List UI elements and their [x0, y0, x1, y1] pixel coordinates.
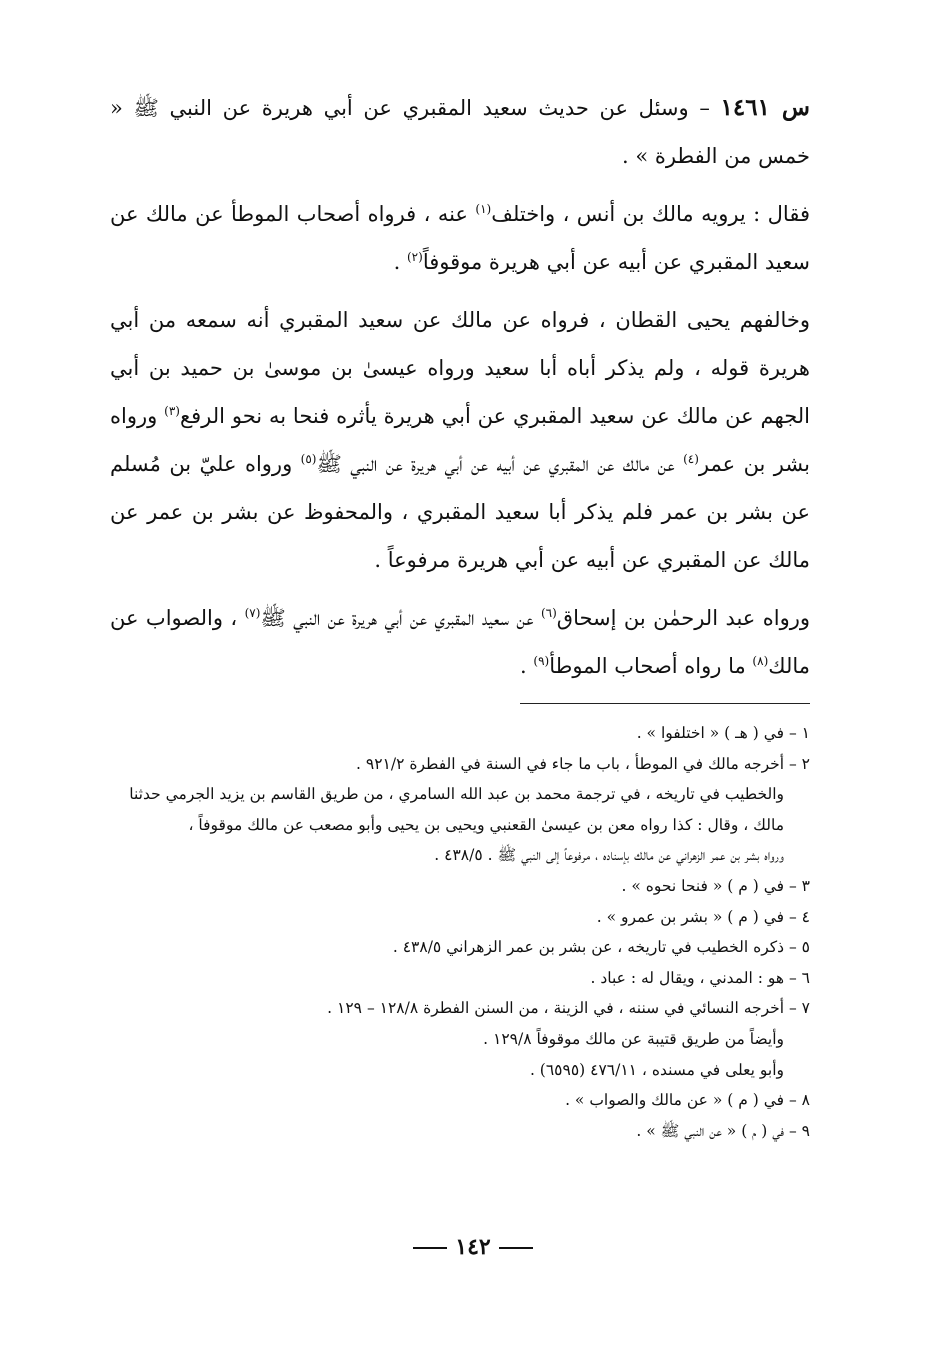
text-run: فقال : يرويه مالك بن أنس ، واختلف — [491, 202, 810, 226]
footnote-2-continuation: ورواه بشر بن عمر الزهراني عن مالك بإسناده ، مرفوعاً إلى النبي ﷺ . ٤٣٨/٥ . — [434, 846, 784, 865]
footnote-marker-4[interactable]: (٤) — [683, 452, 699, 466]
footnote-marker-7[interactable]: (٧) — [244, 606, 261, 620]
footnotes — [110, 718, 810, 1146]
text-run: . — [520, 654, 534, 678]
footnote-marker-6[interactable]: (٦) — [540, 606, 557, 620]
footnote-marker-9[interactable]: (٩) — [533, 654, 550, 668]
footnote-7-continuation: وأيضاً من طريق قتيبة عن مالك موقوفاً ١٢٩/٨ . — [483, 1029, 784, 1048]
question-text: – وسئل عن حديث سعيد المقبري عن أبي هريرة عن النبي ﷺ « خمس من الفطرة » . — [110, 96, 810, 168]
answer-paragraph-1 — [110, 190, 810, 286]
text-run: عن سعيد المقبري عن أبي هريرة عن النبي ﷺ — [260, 606, 541, 630]
footnote-1: ١ – في ( هـ ) « اختلفوا » . — [636, 724, 810, 742]
text-run: ورواه بشر بن عمر — [110, 404, 810, 476]
text-run: ما رواه أصحاب الموطأ — [549, 654, 753, 678]
text-run: ورواه عليّ بن مُسلم عن بشر بن عمر فلم يذكر أبا سعيد المقبري ، والمحفوظ عن بشر بن عمر عن مالك عن المقبري عن أبيه عن أبي هريرة مرفوعاً . — [110, 452, 810, 572]
footnote-4: ٤ – في ( م ) « بشر بن عمرو » . — [596, 907, 810, 926]
footnote-3: ٣ – في ( م ) « فنحا نحوه » . — [621, 876, 810, 895]
text-run: وخالفهم يحيى القطان ، فرواه عن مالك عن سعيد المقبري أنه سمعه من أبي هريرة قوله ، ولم يذكر أباه أبا سعيد ورواه عيسىٰ بن موسىٰ بن حميد بن أبي الجهم عن مالك عن سعيد المقبري عن أبي هريرة يأثره فنحا به نحو الرفع — [110, 308, 810, 428]
folio-dash — [413, 1247, 447, 1249]
question-paragraph — [110, 84, 810, 180]
footnote-marker-5[interactable]: (٥) — [300, 452, 317, 466]
text-run: عنه ، فرواه أصحاب الموطأ عن مالك عن سعيد المقبري عن أبيه عن أبي هريرة موقوفاً — [110, 202, 810, 274]
folio-dash — [499, 1247, 533, 1249]
answer-paragraph-2 — [110, 296, 810, 584]
main-text — [110, 84, 810, 690]
footnote-2-continuation: والخطيب في تاريخه ، في ترجمة محمد بن عبد الله السامري ، من طريق القاسم بن يزيد الجرمي حدثنا — [129, 785, 784, 804]
footnote-divider — [520, 703, 810, 704]
text-run: ورواه عبد الرحمٰن بن إسحاق — [556, 606, 810, 630]
footnote-marker-3[interactable]: (٣) — [164, 404, 180, 418]
footnote-5: ٥ – ذكره الخطيب في تاريخه ، عن بشر بن عمر الزهراني ٤٣٨/٥ . — [392, 938, 810, 957]
text-run: . — [393, 250, 407, 274]
footnote-9: ٩ – في ( م ) « عن النبي ﷺ » . — [636, 1121, 810, 1140]
footnote-8: ٨ – في ( م ) « عن مالك والصواب » . — [565, 1091, 810, 1110]
text-run: عن مالك عن المقبري عن أبيه عن أبي هريرة عن النبي ﷺ — [316, 452, 684, 476]
page-number — [0, 1234, 946, 1260]
footnote-marker-2[interactable]: (٢) — [406, 250, 423, 264]
footnote-marker-8[interactable]: (٨) — [752, 654, 769, 668]
footnote-2: ٢ – أخرجه مالك في الموطأ ، باب ما جاء في السنة في الفطرة ٩٢١/٢ . — [356, 754, 810, 773]
answer-paragraph-3 — [110, 594, 810, 690]
footnote-7-continuation: وأبو يعلى في مسنده ، ٤٧٦/١١ (٦٥٩٥) . — [529, 1060, 784, 1079]
footnote-7: ٧ – أخرجه النسائي في سننه ، في الزينة ، من السنن الفطرة ١٢٨/٨ – ١٢٩ . — [327, 999, 810, 1018]
question-number: س ١٤٦١ — [720, 94, 810, 121]
text-run: ، والصواب عن مالك — [110, 606, 810, 678]
footnote-2-continuation: مالك ، وقال : كذا رواه معن بن عيسىٰ القعنبي ويحيى بن يحيى وأبو مصعب عن مالك موقوفاً ، — [188, 815, 784, 834]
footnote-6: ٦ – هو : المدني ، ويقال له : عباد . — [590, 968, 810, 987]
footnote-marker-1[interactable]: (١) — [475, 202, 492, 216]
page-number-text: ١٤٢ — [455, 1234, 491, 1260]
